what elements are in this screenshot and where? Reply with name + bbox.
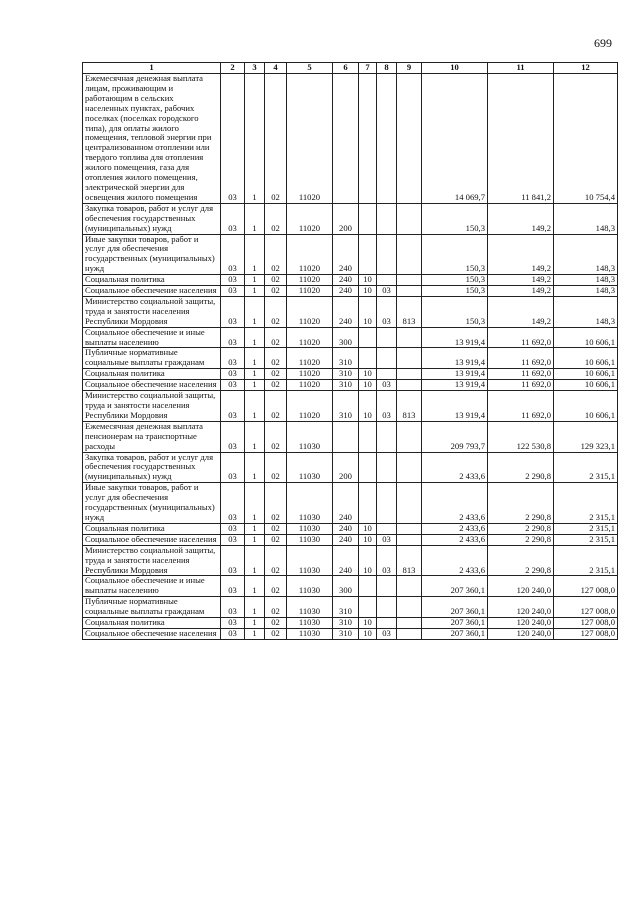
code-cell: 200	[333, 203, 359, 234]
code-cell: 02	[265, 421, 287, 452]
code-cell: 1	[245, 286, 265, 297]
amount-cell: 14 069,7	[422, 74, 488, 204]
row-name-cell: Социальная политика	[83, 618, 221, 629]
code-cell: 02	[265, 618, 287, 629]
code-cell: 03	[377, 380, 397, 391]
code-cell: 03	[221, 545, 245, 576]
code-cell: 03	[221, 74, 245, 204]
amount-cell: 13 919,4	[422, 369, 488, 380]
code-cell: 240	[333, 545, 359, 576]
code-cell: 1	[245, 483, 265, 524]
code-cell	[397, 369, 422, 380]
code-cell	[359, 576, 377, 597]
code-cell	[377, 327, 397, 348]
code-cell: 1	[245, 576, 265, 597]
table-row	[83, 483, 618, 524]
code-cell: 1	[245, 296, 265, 327]
code-cell	[397, 452, 422, 483]
code-cell: 03	[221, 380, 245, 391]
code-cell: 11030	[287, 628, 333, 639]
code-cell: 1	[245, 234, 265, 275]
amount-cell: 150,3	[422, 203, 488, 234]
amount-cell: 2 290,8	[488, 523, 554, 534]
code-cell: 1	[245, 452, 265, 483]
code-cell	[359, 74, 377, 204]
code-cell	[377, 348, 397, 369]
row-name-cell: Социальное обеспечение населения	[83, 380, 221, 391]
table-row	[83, 421, 618, 452]
code-cell: 02	[265, 545, 287, 576]
amount-cell: 2 433,6	[422, 483, 488, 524]
code-cell	[397, 618, 422, 629]
amount-cell: 209 793,7	[422, 421, 488, 452]
code-cell: 11030	[287, 576, 333, 597]
amount-cell: 148,3	[554, 234, 618, 275]
code-cell	[359, 327, 377, 348]
amount-cell: 149,2	[488, 286, 554, 297]
amount-cell: 10 606,1	[554, 391, 618, 422]
code-cell: 310	[333, 348, 359, 369]
code-cell: 02	[265, 369, 287, 380]
code-cell: 10	[359, 545, 377, 576]
amount-cell: 11 692,0	[488, 327, 554, 348]
code-cell: 03	[221, 286, 245, 297]
code-cell	[397, 380, 422, 391]
code-cell: 240	[333, 296, 359, 327]
code-cell: 11020	[287, 327, 333, 348]
code-cell: 02	[265, 576, 287, 597]
column-header: 11	[488, 63, 554, 74]
amount-cell: 2 315,1	[554, 523, 618, 534]
code-cell: 300	[333, 327, 359, 348]
code-cell: 02	[265, 348, 287, 369]
amount-cell: 148,3	[554, 286, 618, 297]
amount-cell: 2 290,8	[488, 452, 554, 483]
code-cell	[359, 234, 377, 275]
code-cell: 11030	[287, 597, 333, 618]
amount-cell: 13 919,4	[422, 327, 488, 348]
table-row	[83, 369, 618, 380]
code-cell	[359, 452, 377, 483]
amount-cell: 207 360,1	[422, 618, 488, 629]
code-cell: 11030	[287, 421, 333, 452]
code-cell: 03	[221, 483, 245, 524]
code-cell: 310	[333, 628, 359, 639]
amount-cell: 149,2	[488, 234, 554, 275]
code-cell	[359, 421, 377, 452]
row-name-cell: Ежемесячная денежная выплата лицам, проживающим и работающим в сельских населенных пунктах, рабочих поселках (поселках городского типа), для оплаты жилого помещения, тепловой энергии при централизованном отоплении или твердого топлива для отопления жилого помещения, газа для отопления жилого помещения, электрической энергии для освещения жилого помещения	[83, 74, 221, 204]
code-cell: 03	[377, 628, 397, 639]
code-cell: 1	[245, 421, 265, 452]
code-cell	[377, 576, 397, 597]
amount-cell: 11 692,0	[488, 369, 554, 380]
amount-cell: 10 606,1	[554, 327, 618, 348]
table-row	[83, 286, 618, 297]
row-name-cell: Иные закупки товаров, работ и услуг для обеспечения государственных (муниципальных) нужд	[83, 234, 221, 275]
code-cell	[397, 74, 422, 204]
code-cell: 11030	[287, 534, 333, 545]
code-cell: 11020	[287, 234, 333, 275]
code-cell: 10	[359, 628, 377, 639]
code-cell: 240	[333, 234, 359, 275]
row-name-cell: Социальная политика	[83, 275, 221, 286]
amount-cell: 148,3	[554, 203, 618, 234]
amount-cell: 11 692,0	[488, 348, 554, 369]
amount-cell: 148,3	[554, 275, 618, 286]
amount-cell: 127 008,0	[554, 576, 618, 597]
amount-cell: 129 323,1	[554, 421, 618, 452]
code-cell: 300	[333, 576, 359, 597]
code-cell: 200	[333, 452, 359, 483]
code-cell: 03	[377, 286, 397, 297]
table-row	[83, 203, 618, 234]
code-cell: 1	[245, 618, 265, 629]
amount-cell: 122 530,8	[488, 421, 554, 452]
amount-cell: 120 240,0	[488, 628, 554, 639]
row-name-cell: Социальное обеспечение и иные выплаты населению	[83, 327, 221, 348]
code-cell: 310	[333, 618, 359, 629]
code-cell: 03	[377, 545, 397, 576]
table-row	[83, 234, 618, 275]
code-cell: 11020	[287, 391, 333, 422]
code-cell	[359, 483, 377, 524]
code-cell: 10	[359, 369, 377, 380]
code-cell: 1	[245, 628, 265, 639]
code-cell: 03	[221, 234, 245, 275]
amount-cell: 2 315,1	[554, 452, 618, 483]
code-cell: 02	[265, 74, 287, 204]
code-cell: 11030	[287, 523, 333, 534]
table-row	[83, 74, 618, 204]
code-cell: 03	[221, 421, 245, 452]
code-cell: 11030	[287, 545, 333, 576]
code-cell	[397, 234, 422, 275]
table-row	[83, 523, 618, 534]
code-cell: 240	[333, 523, 359, 534]
row-name-cell: Социальная политика	[83, 369, 221, 380]
code-cell	[359, 203, 377, 234]
table-row	[83, 452, 618, 483]
code-cell: 11020	[287, 348, 333, 369]
code-cell	[397, 348, 422, 369]
code-cell: 03	[221, 348, 245, 369]
amount-cell: 2 290,8	[488, 545, 554, 576]
table-row	[83, 348, 618, 369]
code-cell: 02	[265, 483, 287, 524]
code-cell: 310	[333, 369, 359, 380]
amount-cell: 150,3	[422, 286, 488, 297]
code-cell: 240	[333, 275, 359, 286]
code-cell: 02	[265, 327, 287, 348]
code-cell	[397, 523, 422, 534]
row-name-cell: Закупка товаров, работ и услуг для обеспечения государственных (муниципальных) нужд	[83, 203, 221, 234]
amount-cell: 2 433,6	[422, 534, 488, 545]
code-cell: 1	[245, 391, 265, 422]
code-cell: 11020	[287, 380, 333, 391]
amount-cell: 11 692,0	[488, 391, 554, 422]
table-row	[83, 327, 618, 348]
code-cell	[333, 74, 359, 204]
code-cell	[377, 421, 397, 452]
row-name-cell: Ежемесячная денежная выплата пенсионерам на транспортные расходы	[83, 421, 221, 452]
amount-cell: 149,2	[488, 203, 554, 234]
code-cell	[359, 348, 377, 369]
code-cell: 813	[397, 296, 422, 327]
table-row	[83, 628, 618, 639]
code-cell: 10	[359, 275, 377, 286]
amount-cell: 120 240,0	[488, 576, 554, 597]
code-cell: 11030	[287, 452, 333, 483]
code-cell: 11020	[287, 275, 333, 286]
code-cell	[377, 618, 397, 629]
code-cell: 03	[221, 296, 245, 327]
column-header: 5	[287, 63, 333, 74]
code-cell: 02	[265, 597, 287, 618]
amount-cell: 13 919,4	[422, 380, 488, 391]
code-cell: 03	[377, 296, 397, 327]
code-cell: 11030	[287, 618, 333, 629]
amount-cell: 2 315,1	[554, 483, 618, 524]
code-cell: 240	[333, 286, 359, 297]
code-cell: 03	[221, 452, 245, 483]
amount-cell: 10 606,1	[554, 380, 618, 391]
code-cell: 03	[221, 523, 245, 534]
code-cell: 02	[265, 296, 287, 327]
table-row	[83, 391, 618, 422]
amount-cell: 2 315,1	[554, 545, 618, 576]
code-cell	[377, 452, 397, 483]
code-cell: 03	[221, 628, 245, 639]
code-cell	[397, 327, 422, 348]
amount-cell: 120 240,0	[488, 597, 554, 618]
amount-cell: 11 692,0	[488, 380, 554, 391]
row-name-cell: Иные закупки товаров, работ и услуг для обеспечения государственных (муниципальных) нужд	[83, 483, 221, 524]
code-cell: 1	[245, 348, 265, 369]
row-name-cell: Министерство социальной защиты, труда и занятости населения Республики Мордовия	[83, 296, 221, 327]
code-cell	[333, 421, 359, 452]
code-cell: 1	[245, 597, 265, 618]
code-cell	[397, 286, 422, 297]
code-cell	[397, 597, 422, 618]
amount-cell: 2 433,6	[422, 452, 488, 483]
amount-cell: 2 433,6	[422, 523, 488, 534]
code-cell: 11020	[287, 369, 333, 380]
column-header: 4	[265, 63, 287, 74]
code-cell: 813	[397, 391, 422, 422]
code-cell	[397, 576, 422, 597]
row-name-cell: Публичные нормативные социальные выплаты гражданам	[83, 597, 221, 618]
amount-cell: 11 841,2	[488, 74, 554, 204]
column-header: 10	[422, 63, 488, 74]
column-header: 2	[221, 63, 245, 74]
code-cell	[397, 421, 422, 452]
code-cell: 02	[265, 380, 287, 391]
table-header-row	[83, 63, 618, 74]
table-body	[83, 63, 618, 640]
column-header: 3	[245, 63, 265, 74]
code-cell: 10	[359, 391, 377, 422]
row-name-cell: Министерство социальной защиты, труда и занятости населения Республики Мордовия	[83, 391, 221, 422]
code-cell: 1	[245, 203, 265, 234]
row-name-cell: Социальная политика	[83, 523, 221, 534]
code-cell: 1	[245, 534, 265, 545]
amount-cell: 120 240,0	[488, 618, 554, 629]
code-cell	[377, 523, 397, 534]
amount-cell: 127 008,0	[554, 597, 618, 618]
code-cell: 03	[377, 391, 397, 422]
table-row	[83, 597, 618, 618]
code-cell: 11020	[287, 203, 333, 234]
code-cell: 03	[221, 576, 245, 597]
amount-cell: 10 754,4	[554, 74, 618, 204]
code-cell: 10	[359, 380, 377, 391]
table-row	[83, 380, 618, 391]
amount-cell: 2 315,1	[554, 534, 618, 545]
code-cell: 11020	[287, 296, 333, 327]
code-cell: 02	[265, 234, 287, 275]
amount-cell: 10 606,1	[554, 348, 618, 369]
code-cell: 02	[265, 275, 287, 286]
code-cell: 813	[397, 545, 422, 576]
amount-cell: 127 008,0	[554, 628, 618, 639]
code-cell: 1	[245, 523, 265, 534]
row-name-cell: Социальное обеспечение населения	[83, 286, 221, 297]
code-cell	[377, 74, 397, 204]
code-cell: 1	[245, 369, 265, 380]
amount-cell: 150,3	[422, 275, 488, 286]
amount-cell: 150,3	[422, 296, 488, 327]
code-cell: 02	[265, 286, 287, 297]
code-cell: 1	[245, 380, 265, 391]
code-cell: 03	[377, 534, 397, 545]
amount-cell: 207 360,1	[422, 628, 488, 639]
code-cell	[397, 483, 422, 524]
code-cell: 02	[265, 628, 287, 639]
code-cell: 1	[245, 74, 265, 204]
code-cell: 10	[359, 618, 377, 629]
amount-cell: 2 290,8	[488, 534, 554, 545]
amount-cell: 13 919,4	[422, 391, 488, 422]
code-cell: 10	[359, 286, 377, 297]
code-cell: 10	[359, 534, 377, 545]
row-name-cell: Закупка товаров, работ и услуг для обеспечения государственных (муниципальных) нужд	[83, 452, 221, 483]
code-cell: 11030	[287, 483, 333, 524]
code-cell: 02	[265, 523, 287, 534]
code-cell: 10	[359, 523, 377, 534]
column-header: 8	[377, 63, 397, 74]
code-cell: 1	[245, 327, 265, 348]
code-cell: 03	[221, 327, 245, 348]
amount-cell: 10 606,1	[554, 369, 618, 380]
row-name-cell: Министерство социальной защиты, труда и занятости населения Республики Мордовия	[83, 545, 221, 576]
code-cell: 03	[221, 275, 245, 286]
code-cell: 03	[221, 203, 245, 234]
code-cell: 03	[221, 391, 245, 422]
code-cell: 03	[221, 534, 245, 545]
code-cell: 03	[221, 597, 245, 618]
code-cell	[397, 534, 422, 545]
amount-cell: 148,3	[554, 296, 618, 327]
row-name-cell: Социальное обеспечение населения	[83, 534, 221, 545]
page-number: 699	[594, 36, 612, 50]
code-cell	[377, 234, 397, 275]
column-header: 6	[333, 63, 359, 74]
amount-cell: 127 008,0	[554, 618, 618, 629]
amount-cell: 2 290,8	[488, 483, 554, 524]
amount-cell: 149,2	[488, 296, 554, 327]
code-cell: 310	[333, 391, 359, 422]
row-name-cell: Социальное обеспечение населения	[83, 628, 221, 639]
code-cell	[377, 597, 397, 618]
code-cell: 02	[265, 203, 287, 234]
code-cell	[397, 628, 422, 639]
table-row	[83, 576, 618, 597]
code-cell: 02	[265, 391, 287, 422]
code-cell	[377, 369, 397, 380]
code-cell	[397, 203, 422, 234]
amount-cell: 2 433,6	[422, 545, 488, 576]
code-cell: 310	[333, 380, 359, 391]
code-cell: 1	[245, 545, 265, 576]
code-cell: 240	[333, 483, 359, 524]
code-cell	[359, 597, 377, 618]
amount-cell: 207 360,1	[422, 597, 488, 618]
table-row	[83, 275, 618, 286]
column-header: 12	[554, 63, 618, 74]
code-cell: 02	[265, 534, 287, 545]
code-cell: 03	[221, 618, 245, 629]
row-name-cell: Социальное обеспечение и иные выплаты населению	[83, 576, 221, 597]
code-cell: 11020	[287, 286, 333, 297]
column-header: 1	[83, 63, 221, 74]
code-cell	[377, 203, 397, 234]
code-cell	[397, 275, 422, 286]
code-cell	[377, 483, 397, 524]
row-name-cell: Публичные нормативные социальные выплаты гражданам	[83, 348, 221, 369]
amount-cell: 150,3	[422, 234, 488, 275]
amount-cell: 207 360,1	[422, 576, 488, 597]
table-row	[83, 296, 618, 327]
code-cell: 11020	[287, 74, 333, 204]
code-cell	[377, 275, 397, 286]
column-header: 9	[397, 63, 422, 74]
code-cell: 03	[221, 369, 245, 380]
column-header: 7	[359, 63, 377, 74]
budget-table	[82, 62, 618, 640]
table-row	[83, 534, 618, 545]
table-row	[83, 618, 618, 629]
amount-cell: 13 919,4	[422, 348, 488, 369]
code-cell: 1	[245, 275, 265, 286]
code-cell: 10	[359, 296, 377, 327]
table-row	[83, 545, 618, 576]
code-cell: 02	[265, 452, 287, 483]
code-cell: 310	[333, 597, 359, 618]
amount-cell: 149,2	[488, 275, 554, 286]
code-cell: 240	[333, 534, 359, 545]
